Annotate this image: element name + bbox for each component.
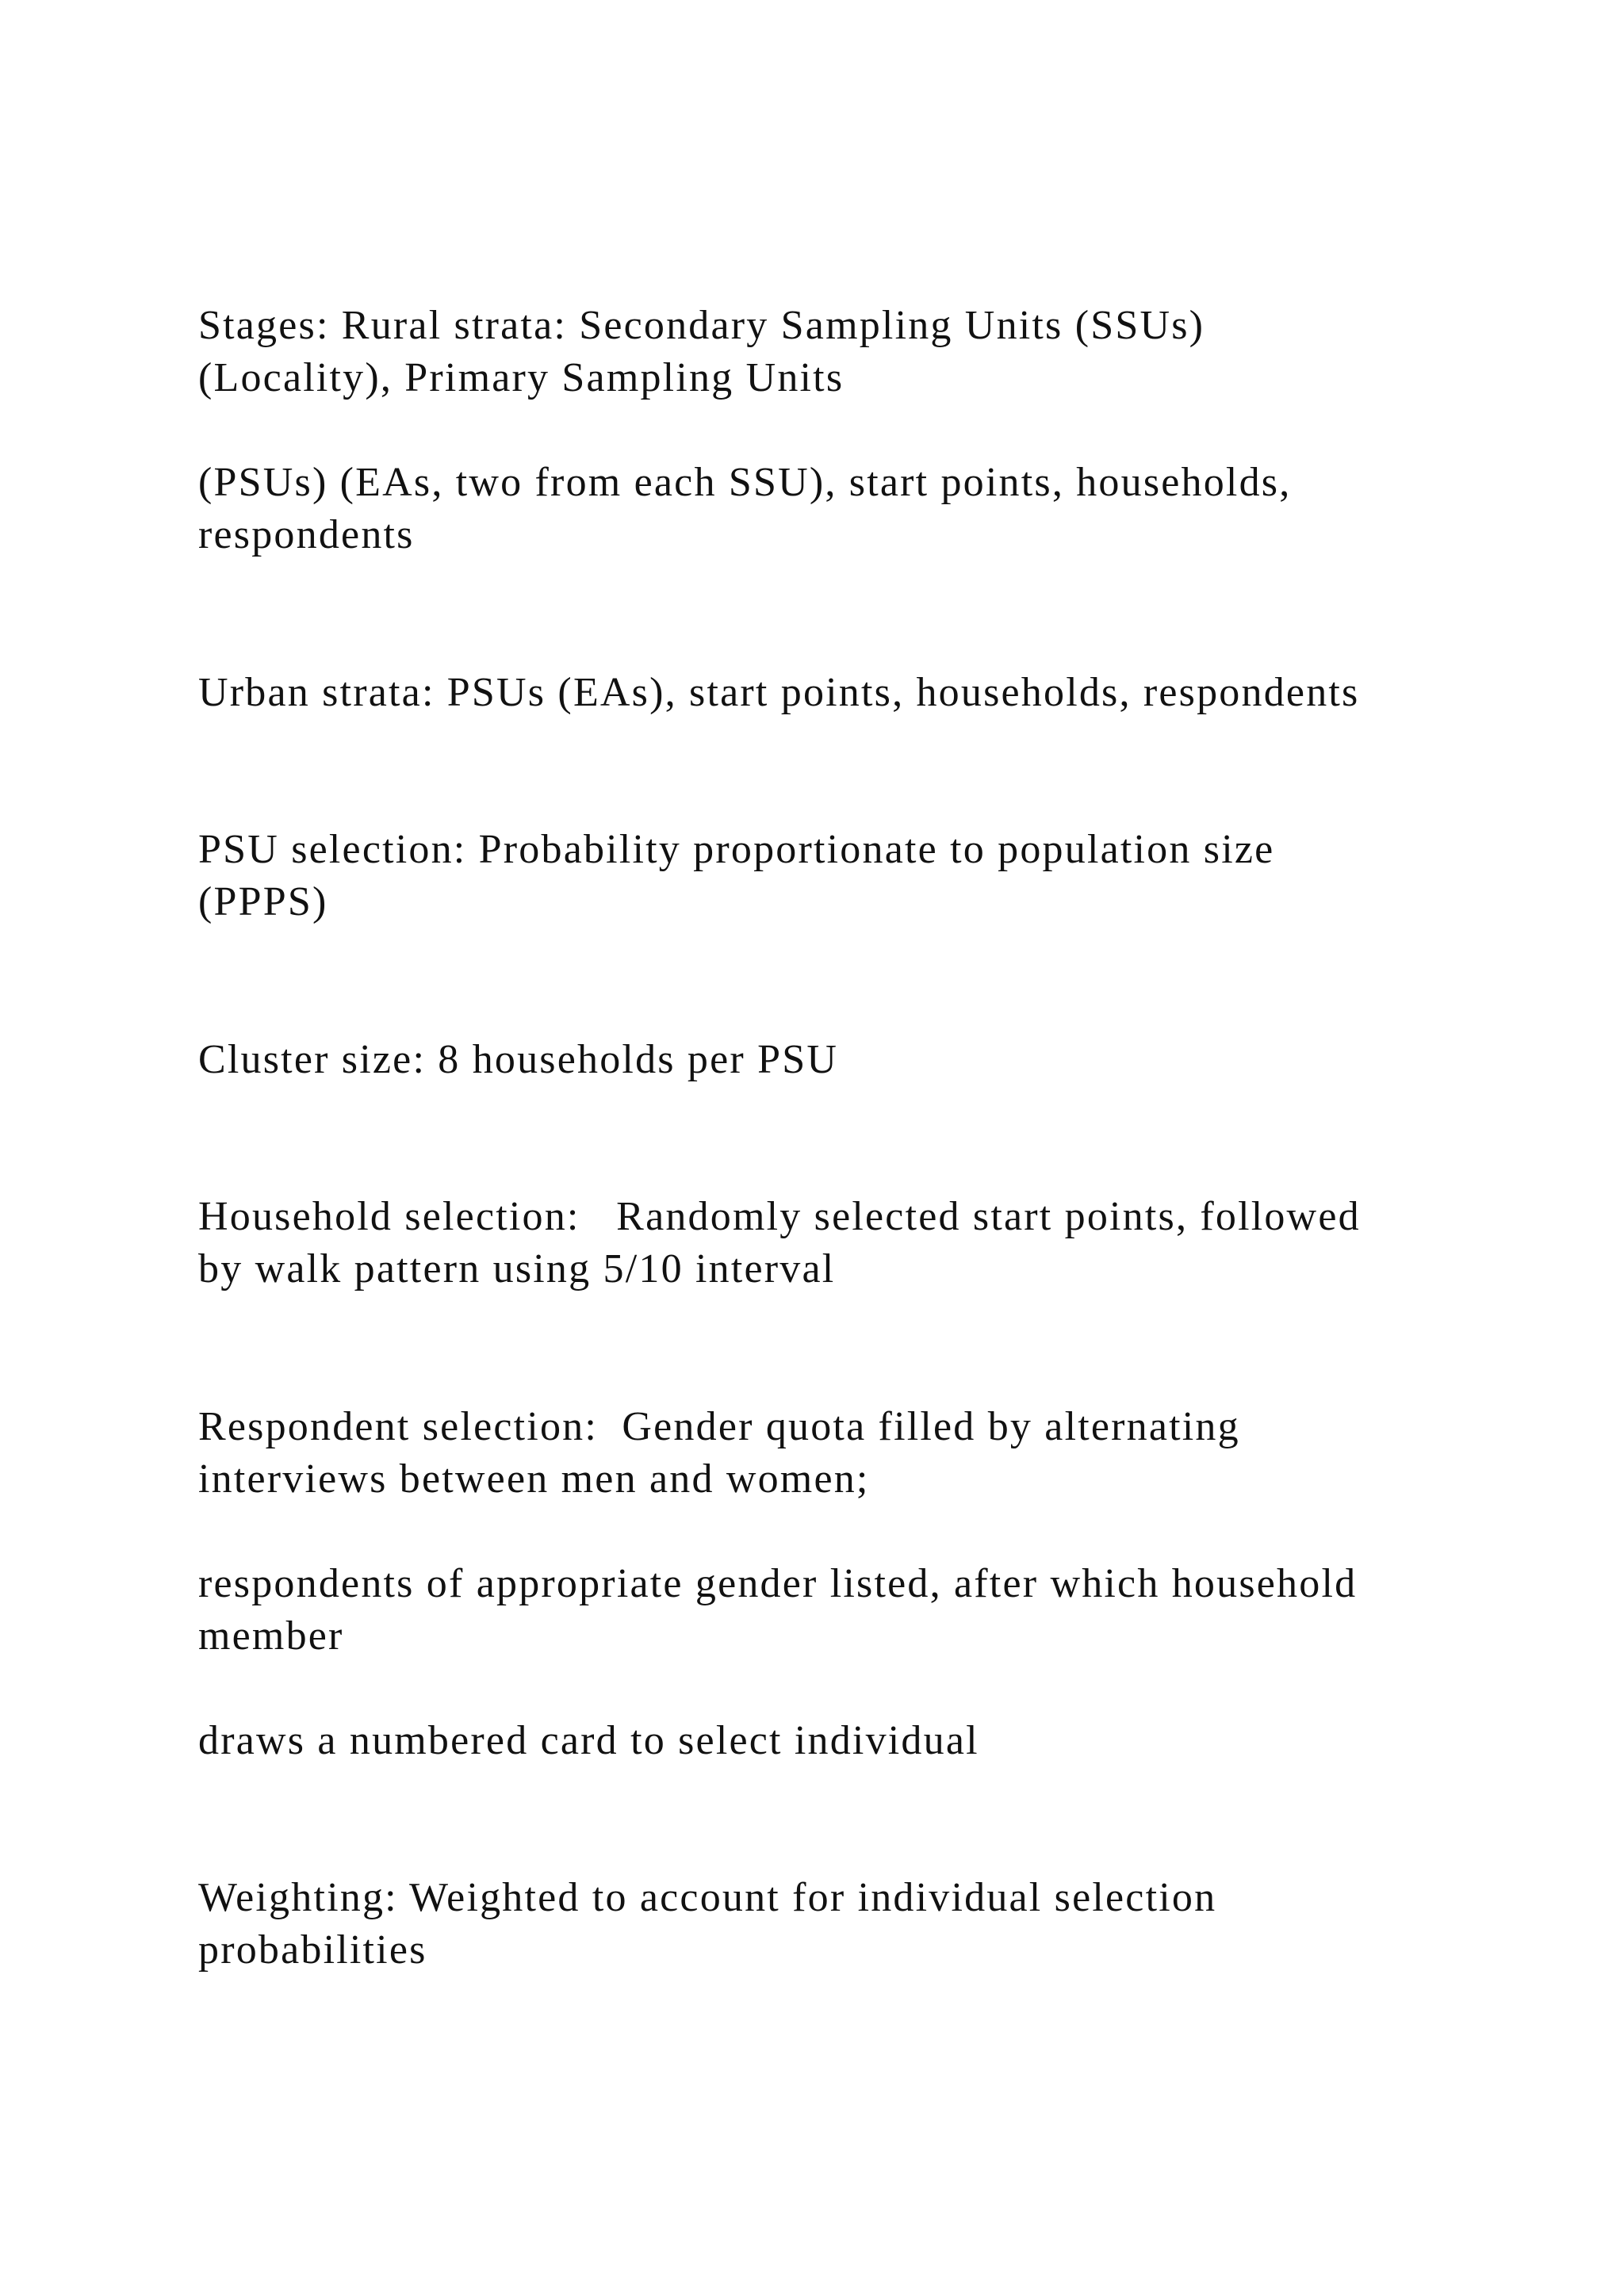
text-line: (PSUs) (EAs, two from each SSU), start points, households, — [198, 460, 1292, 505]
paragraph-card-draw — [198, 1715, 979, 1767]
paragraph-stages-continued — [198, 457, 1291, 561]
paragraph-psu-selection — [198, 824, 1274, 928]
text-line: (Locality), Primary Sampling Units — [198, 355, 845, 400]
text-line: draws a numbered card to select individual — [198, 1718, 979, 1763]
text-line: (PPPS) — [198, 879, 328, 924]
paragraph-household-selection — [198, 1191, 1361, 1295]
text-line: respondents — [198, 512, 415, 557]
text-line: Stages: Rural strata: Secondary Sampling Units (SSUs) — [198, 303, 1205, 348]
paragraph-respondent-selection — [198, 1401, 1240, 1506]
text-line: Household selection: Randomly selected start points, followed — [198, 1194, 1361, 1239]
text-line: member — [198, 1613, 344, 1659]
text-line: probabilities — [198, 1927, 427, 1973]
paragraph-urban-strata — [198, 667, 1359, 719]
text-line: PSU selection: Probability proportionate to population size — [198, 827, 1275, 872]
paragraph-stages — [198, 300, 1205, 404]
paragraph-weighting — [198, 1872, 1216, 1976]
paragraph-respondent-listing — [198, 1558, 1357, 1663]
text-line: interviews between men and women; — [198, 1456, 870, 1502]
paragraph-cluster-size — [198, 1034, 838, 1086]
text-line: by walk pattern using 5/10 interval — [198, 1246, 836, 1292]
text-line: Respondent selection: Gender quota filled by alternating — [198, 1404, 1240, 1449]
text-line: respondents of appropriate gender listed, after which household — [198, 1561, 1358, 1606]
text-line: Weighting: Weighted to account for individual selection — [198, 1875, 1217, 1920]
text-line: Cluster size: 8 households per PSU — [198, 1037, 839, 1082]
text-line: Urban strata: PSUs (EAs), start points, households, respondents — [198, 670, 1360, 715]
